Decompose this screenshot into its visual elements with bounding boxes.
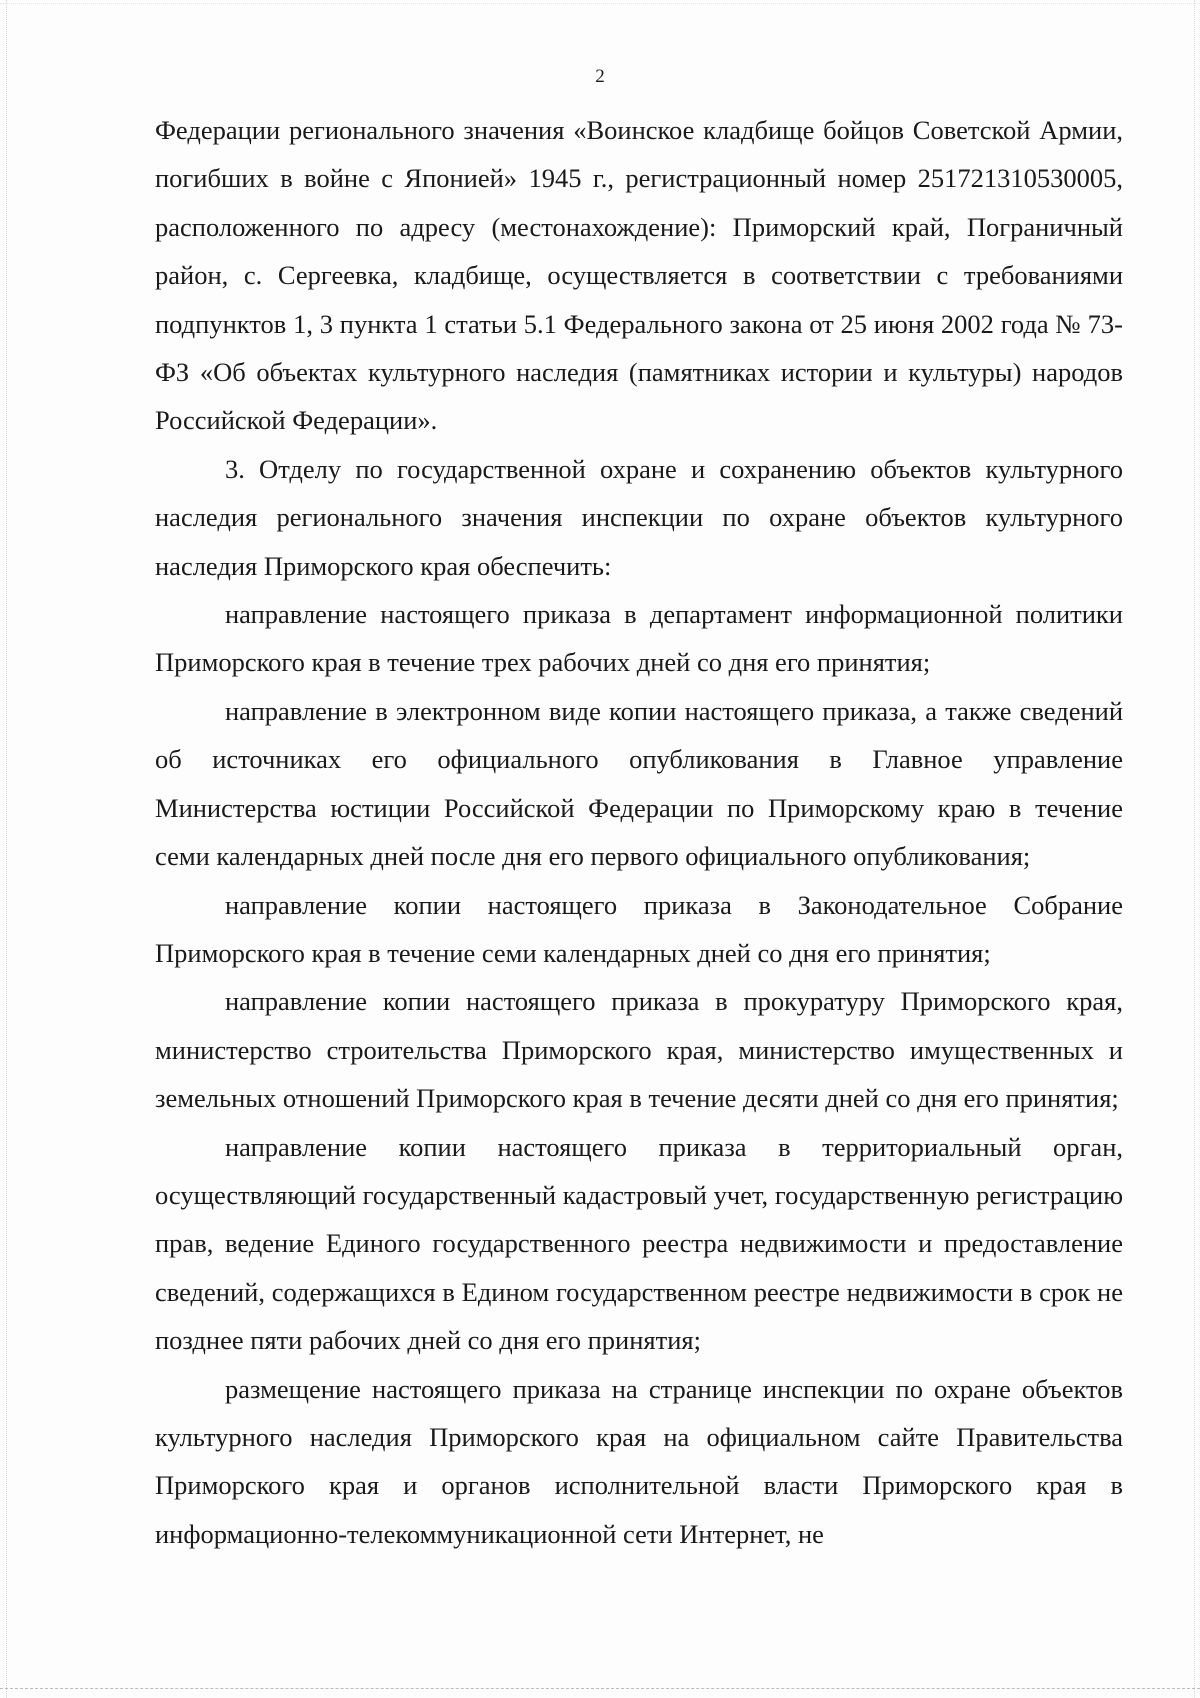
paragraph-legislative-assembly: направление копии настоящего приказа в Законодательное Собрание Приморского края в течение семи календарных дней со дня его принятия; — [155, 889, 1123, 968]
paragraph-justice-ministry: направление в электронном виде копии настоящего приказа, а также сведений об источниках его официального опубликования в Главное управление Министерства юстиции Российской Федерации по Приморскому краю в течение семи календарных дней после дня его первого официального опубликования; — [155, 695, 1123, 872]
page-number: 2 — [595, 66, 605, 87]
scan-edge-right — [1194, 0, 1196, 1698]
document-body — [155, 106, 1123, 1558]
scan-edge-left — [6, 0, 8, 1698]
paragraph-website: размещение настоящего приказа на странице инспекции по охране объектов культурного наследия Приморского края на официальном сайте Правительства Приморского края и органов исполнительной власти Приморского края в информационно-телекоммуникационной сети Интернет, не — [155, 1373, 1123, 1549]
paragraph-cadastral: направление копии настоящего приказа в территориальный орган, осуществляющий государственный кадастровый учет, государственную регистрацию прав, ведение Единого государственного реестра недвижимости и предоставление сведений, содержащихся в Едином государственном реестре недвижимости в срок не позднее пяти рабочих дней со дня его принятия; — [155, 1131, 1123, 1356]
scan-edge-bottom — [0, 1688, 1200, 1690]
paragraph-continuation: Федерации регионального значения «Воинское кладбище бойцов Советской Армии, погибших в войне с Японией» 1945 г., регистрационный номер 251721310530005, расположенного по адресу (местонахождение): Приморский край, Пограничный район, с. Сергеевка, кладбище, осуществляется в соответствии с требованиями подпунктов 1, 3 пункта 1 статьи 5.1 Федерального закона от 25 июня 2002 года № 73-ФЗ «Об объектах культурного наследия (памятниках истории и культуры) народов Российской Федерации». — [155, 115, 1123, 436]
paragraph-item-3: 3. Отделу по государственной охране и сохранению объектов культурного наследия регионального значения инспекции по охране объектов культурного наследия Приморского края обеспечить: — [155, 453, 1123, 581]
scan-edge-top — [0, 3, 1200, 5]
paragraph-info-policy: направление настоящего приказа в департамент информационной политики Приморского края в течение трех рабочих дней со дня его принятия; — [155, 599, 1123, 678]
paragraph-prosecutor: направление копии настоящего приказа в прокуратуру Приморского края, министерство строительства Приморского края, министерство имущественных и земельных отношений Приморского края в течение десяти дней со дня его принятия; — [155, 986, 1123, 1114]
